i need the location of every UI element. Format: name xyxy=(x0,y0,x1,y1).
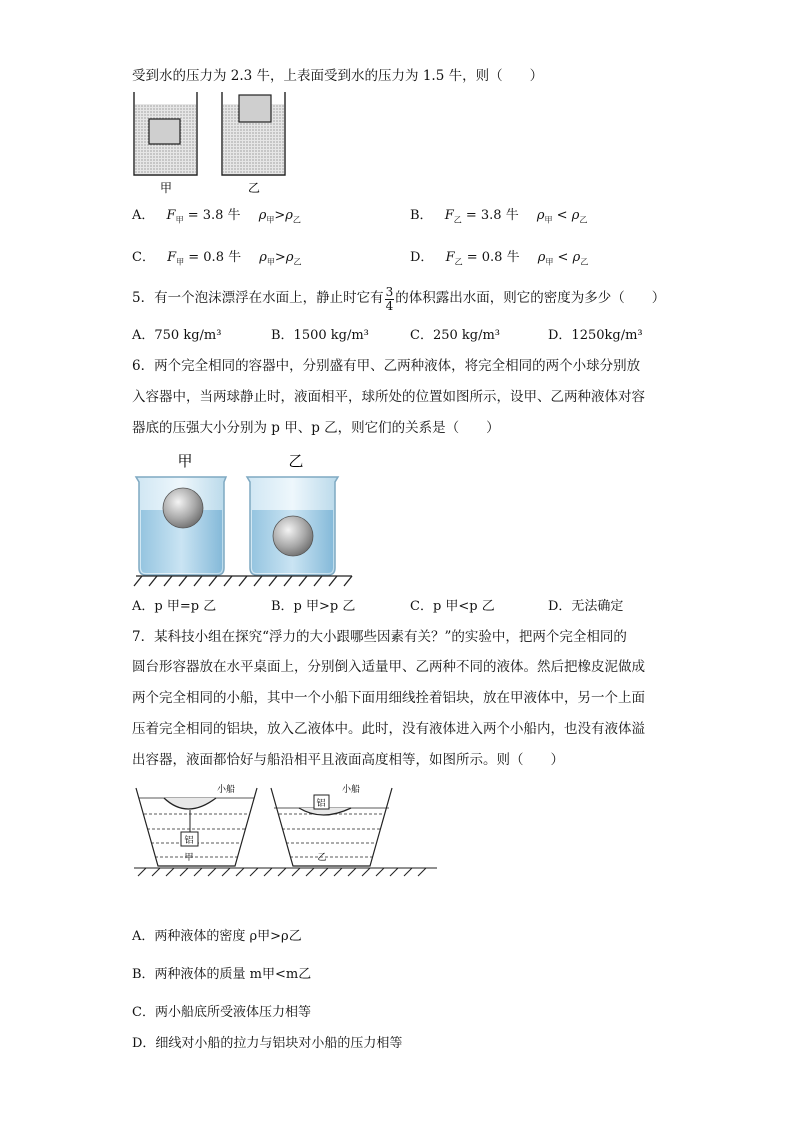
q5-option-b[interactable]: B．1500 kg/m³ xyxy=(271,328,369,343)
q7-boat-label-jia: 小船 xyxy=(217,785,236,795)
q4-beaker-yi xyxy=(222,92,285,175)
q7-stem-line-5: 出容器，液面都恰好与船沿相平且液面高度相等，如图所示。则（ ） xyxy=(132,752,564,768)
q5-fraction: $\frac{3}{4}$ xyxy=(385,285,394,313)
q5-stem-before: 5．有一个泡沫漂浮在水面上，静止时它有 xyxy=(132,290,384,307)
q7-stem-line-4: 压着完全相同的铝块，放入乙液体中。此时，没有液体进入两个小船内，也没有液体溢 xyxy=(132,721,645,737)
q5-option-c[interactable]: C．250 kg/m³ xyxy=(410,328,501,343)
q4-block-yi xyxy=(239,95,271,122)
q7-container-yi xyxy=(271,788,392,866)
q7-block-label-jia: 铝 xyxy=(184,836,194,846)
q6-stem-line-1: 6．两个完全相同的容器中，分别盛有甲、乙两种液体，将完全相同的两个小球分别放 xyxy=(132,358,641,374)
q4-fig-label-jia: 甲 xyxy=(159,181,173,195)
q6-option-d[interactable]: D．无法确定 xyxy=(548,599,624,614)
q4-fig-label-yi: 乙 xyxy=(247,181,261,195)
q7-stem-line-1: 7．某科技小组在探究“浮力的大小跟哪些因素有关？”的实验中，把两个完全相同的 xyxy=(132,629,627,645)
q7-container-jia xyxy=(136,788,257,866)
q6-option-c[interactable]: C．p 甲<p 乙 xyxy=(410,599,495,614)
q6-option-b[interactable]: B．p 甲>p 乙 xyxy=(271,599,356,614)
q5-option-a[interactable]: A．750 kg/m³ xyxy=(132,328,222,343)
q4-option-d[interactable]: D． $F_乙 = 0.8$ 牛 $\rho_甲 < \rho_乙$ xyxy=(410,250,589,267)
q7-stem-line-3: 两个完全相同的小船，其中一个小船下面用细线拴着铝块，放在甲液体中，另一个上面 xyxy=(132,690,645,706)
q4-option-a[interactable]: A． $F_甲 = 3.8$ 牛 $\rho_甲>\rho_乙$ xyxy=(132,208,301,225)
q7-boat-jia xyxy=(164,798,216,809)
q7-option-a[interactable]: A．两种液体的密度 ρ甲>ρ乙 xyxy=(132,929,302,944)
q6-ground xyxy=(134,576,352,586)
q6-beaker-jia xyxy=(136,477,226,575)
q7-stem-line-2: 圆台形容器放在水平桌面上，分别倒入适量甲、乙两种不同的液体。然后把橡皮泥做成 xyxy=(132,659,645,675)
q7-option-b[interactable]: B．两种液体的质量 m甲<m乙 xyxy=(132,967,312,982)
q7-block-label-yi: 铝 xyxy=(316,799,326,809)
q7-option-c[interactable]: C．两小船底所受液体压力相等 xyxy=(132,1005,311,1020)
q6-ball-jia xyxy=(163,488,203,528)
q4-stem: 受到水的压力为 2.3 牛，上表面受到水的压力为 1.5 牛，则（ ） xyxy=(132,68,544,84)
q6-stem-line-2: 入容器中，当两球静止时，液面相平，球所处的位置如图所示，设甲、乙两种液体对容 xyxy=(132,389,645,405)
q5-option-d[interactable]: D．1250kg/m³ xyxy=(548,328,643,343)
q4-beaker-jia xyxy=(134,92,197,175)
q7-liquid-label-yi: 乙 xyxy=(317,853,327,863)
q4-option-c[interactable]: C． $F_甲 = 0.8$ 牛 $\rho_甲>\rho_乙$ xyxy=(132,250,302,267)
q6-stem-line-3: 器底的压强大小分别为 p 甲、p 乙，则它们的关系是（ ） xyxy=(132,420,500,436)
q6-fig-label-jia: 甲 xyxy=(177,452,193,470)
q7-boat-label-yi: 小船 xyxy=(342,785,361,795)
q7-figure xyxy=(132,780,442,880)
q4-figure xyxy=(126,90,296,198)
q4-option-b[interactable]: B． $F_乙 = 3.8$ 牛 $\rho_甲 < \rho_乙$ xyxy=(410,208,588,225)
q6-fig-label-yi: 乙 xyxy=(288,452,304,470)
q6-beaker-yi xyxy=(247,477,338,575)
q6-figure xyxy=(130,450,360,588)
q7-ground xyxy=(134,868,437,876)
q7-option-d[interactable]: D．细线对小船的拉力与铝块对小船的压力相等 xyxy=(132,1036,403,1051)
q7-liquid-label-jia: 甲 xyxy=(184,853,194,863)
q5-stem xyxy=(132,286,665,312)
q4-block-jia xyxy=(149,119,180,144)
q6-option-a[interactable]: A．p 甲=p 乙 xyxy=(132,599,217,614)
q5-stem-after: 的体积露出水面，则它的密度为多少（ ） xyxy=(395,290,666,307)
q6-ball-yi xyxy=(273,516,313,556)
